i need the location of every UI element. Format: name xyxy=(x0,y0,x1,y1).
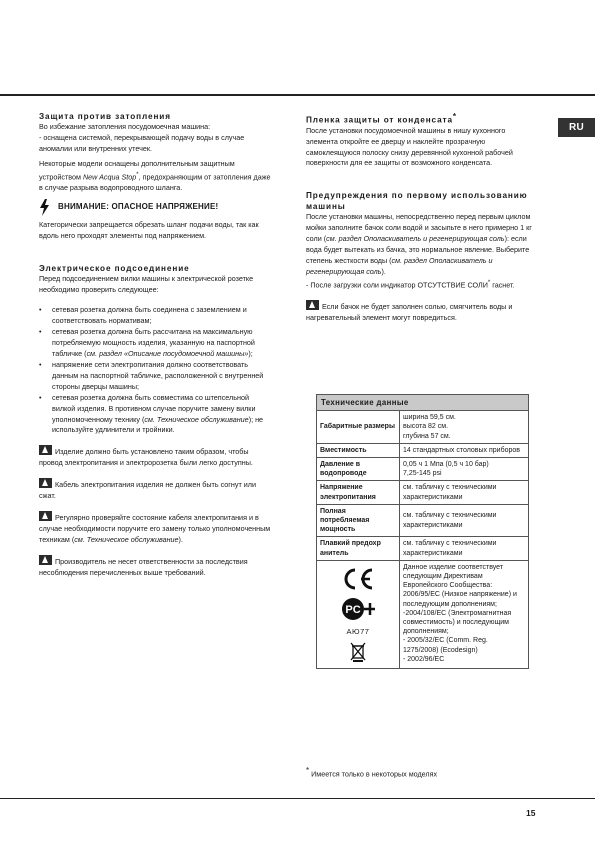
film-section-title: Пленка защиты от конденсата* xyxy=(306,112,457,125)
table-header: Технические данные xyxy=(317,395,529,411)
right-column xyxy=(306,111,538,324)
table-row xyxy=(317,560,529,668)
flood-intro: Во избежание затопления посудомоечная машина: xyxy=(39,122,211,131)
page-number: 15 xyxy=(526,808,536,818)
table-cell-value: см. табличку с техническими характеристиками xyxy=(400,481,529,504)
svg-text:PC: PC xyxy=(345,603,361,616)
caution-icon xyxy=(39,555,52,565)
voltage-warning xyxy=(39,199,271,216)
flood-acqua-stop-text: Некоторые модели оснащены дополнительным защитным устройством New Acqua Stop*, предохраняющим от затопления даже в случае разрыва водопроводного шланга. xyxy=(39,158,271,192)
caution-icon xyxy=(39,511,52,521)
header-rule xyxy=(0,94,595,96)
table-row xyxy=(317,481,529,504)
table-row xyxy=(317,458,529,481)
note-cable: Кабель электропитания изделия не должен быть согнут или сжат. xyxy=(39,480,256,501)
table-row xyxy=(317,443,529,457)
warning-title: ВНИМАНИЕ: ОПАСНОЕ НАПРЯЖЕНИЕ! xyxy=(58,201,219,211)
list-item: • сетевая розетка должна быть рассчитана на максимальную потребляемую мощность изделия, указанную на паспортной табличке (см. раздел «Описание посудомоечной машины»); xyxy=(39,327,271,360)
salt-note: Если бачок не будет заполнен солью, смягчитель воды и нагревательный элемент могут повредиться. xyxy=(306,302,513,322)
table-cell-value: ширина 59,5 см. высота 82 см. глубина 57 см. xyxy=(400,411,529,444)
crossed-bin-icon xyxy=(350,642,366,662)
list-item: • сетевая розетка должна быть соединена с заземлением и соответствовать нормативам; xyxy=(39,305,271,327)
warning-text: Категорически запрещается обрезать шланг подачи воды, так как вдоль него проходят элементы под напряжением. xyxy=(39,219,259,240)
film-text: После установки посудомоечной машины в нишу кухонного элемента откройте ее дверцу и наклейте прозрачную самоклеящуюся полоску снизу деревянной кухонной рабочей поверхности для ее защиты от возможного конденсата. xyxy=(306,125,513,168)
footer-rule xyxy=(0,798,595,799)
technical-data-table xyxy=(316,394,529,669)
note-liability: Производитель не несет ответственности за последствия несоблюдения перечисленных выше требований. xyxy=(39,556,248,577)
certification-marks xyxy=(317,560,400,668)
caution-icon xyxy=(306,300,319,310)
table-row xyxy=(317,411,529,444)
flood-section-title: Защита против затопления xyxy=(39,112,171,121)
electrical-checklist xyxy=(39,305,271,436)
caution-icon xyxy=(39,478,52,488)
list-item: • напряжение сети электропитания должно соответствовать данным на паспортной табличке, расположенной с внутренней стороны дверцы машины; xyxy=(39,360,271,393)
table-cell-key: Давление в водопроводе xyxy=(317,458,400,481)
table-cell-key: Плавкий предохр анитель xyxy=(317,537,400,560)
table-cell-value: 0,05 ч 1 Мпа (0,5 ч 10 бар) 7,25-145 psi xyxy=(400,458,529,481)
table-cell-key: Полная потребляемая мощность xyxy=(317,504,400,537)
first-use-title: Предупреждения по первому использованию машины xyxy=(306,191,528,212)
note-accessible: Изделие должно быть установлено таким образом, чтобы провод электропитания и электророзетка были легко доступны. xyxy=(39,447,253,468)
caution-icon xyxy=(39,445,52,455)
note-inspect: Регулярно проверяйте состояние кабеля электропитания и в случае необходимости поручите его замену только уполномоченным техникам (см. Техническое обслуживание). xyxy=(39,512,271,544)
certification-code: АЮ77 xyxy=(346,626,370,636)
electrical-intro: Перед подсоединением вилки машины к электрической розетке необходимо проверить следующее: xyxy=(39,273,254,294)
footnote: * Имеется только в некоторых моделях xyxy=(306,766,438,779)
table-row xyxy=(317,537,529,560)
flood-system-text: - оснащена системой, перекрывающей подачу воды в случае аномалии или внутренних утечек. xyxy=(39,132,245,153)
salt-indicator-text: - После загрузки соли индикатор ОТСУТСТВИЕ СОЛИ* гаснет. xyxy=(306,279,515,290)
table-row xyxy=(317,504,529,537)
first-use-text: После установки машины, непосредственно перед первым циклом мойки заполните бачок соли водой и засыпьте в него примерно 1 кг соли (см. раздел Ополаскиватель и регенерирующая соль): если вода будет вытекать из бачка, это нормальное явление. Выберите степень жесткости воды (см. раздел Ополаскиватель и регенерирующая соль). xyxy=(306,212,532,276)
table-cell-value: 14 стандартных столовых приборов xyxy=(400,443,529,457)
lightning-bolt-icon xyxy=(39,199,50,216)
left-column xyxy=(39,111,271,578)
table-cell-key: Вместимость xyxy=(317,443,400,457)
table-cell-key: Габаритные размеры xyxy=(317,411,400,444)
ce-mark-icon xyxy=(341,567,375,591)
table-cell-value: см. табличку с техническими характеристиками xyxy=(400,504,529,537)
list-item: • сетевая розетка должна быть совместима со штепсельной вилкой изделия. В противном случае поручите замену вилки уполномоченному технику (см. Техническое обслуживание); не используйте удлинители и тройники. xyxy=(39,393,271,437)
table-cell-key: Напряжение электропитания xyxy=(317,481,400,504)
eac-pct-mark-icon xyxy=(339,597,377,621)
language-tab: RU xyxy=(558,118,595,137)
table-cell-value: см. табличку с техническими характеристиками xyxy=(400,537,529,560)
electrical-section-title: Электрическое подсоединение xyxy=(39,263,190,273)
directives-text: Данное изделие соответствует следующим Директивам Европейского Сообщества: 2006/95/EC (Низкое напряжение) и последующим дополнениям; -2004/108/EC (Электромагнитная совместимость) и последующим дополнениям; - 2005/32/EC (Comm. Reg. 1275/2008) (Ecodesign) - 2002/96/EC xyxy=(400,560,529,668)
